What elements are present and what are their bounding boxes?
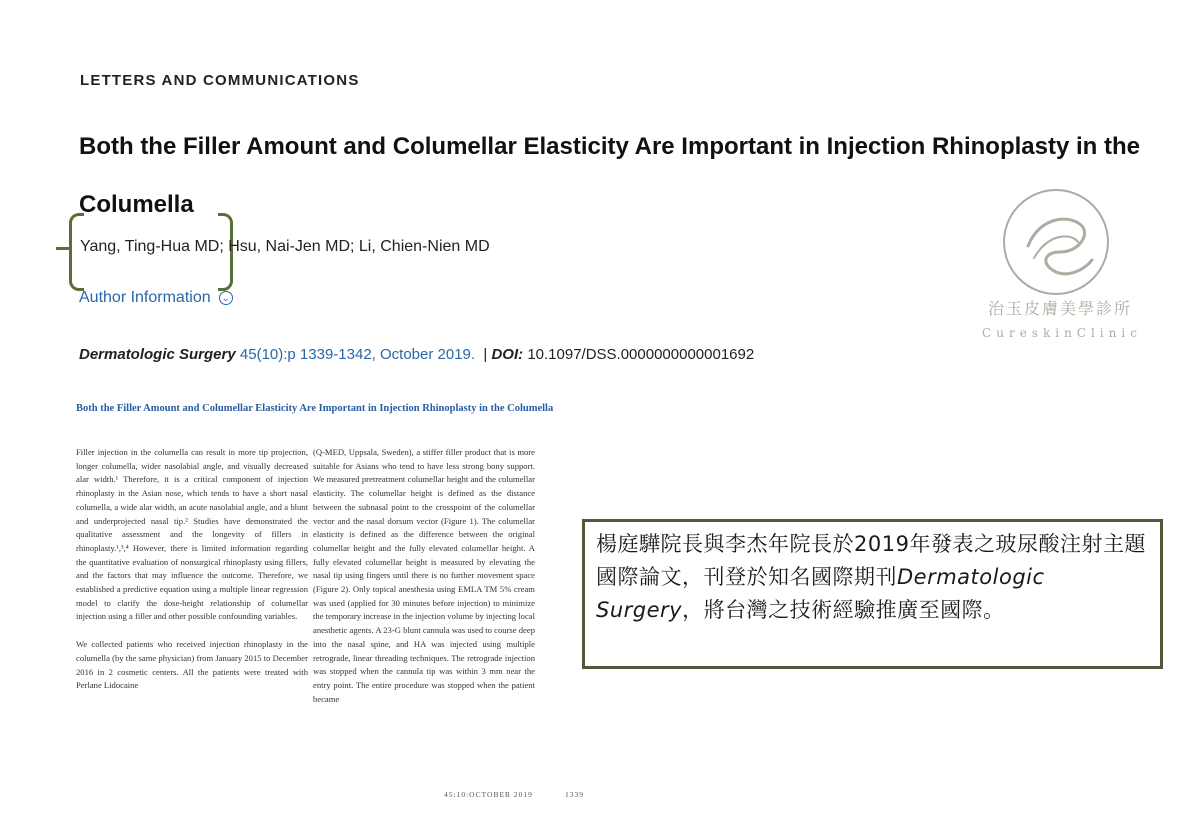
clinic-name-zh: 治玉皮膚美學診所: [987, 299, 1132, 318]
callout-text: [596, 528, 1152, 627]
scan-column-left: [76, 446, 308, 693]
citation-line: [79, 346, 754, 363]
scan-article-title: Both the Filler Amount and Columellar Elasticity Are Important in Injection Rhinoplasty in the Columella: [76, 403, 554, 414]
clinic-name-en: CureskinClinic: [982, 326, 1142, 340]
author-info-link[interactable]: [79, 289, 233, 307]
callout-text-part: 楊庭驊院長與李杰年院長於2019年發表之玻尿酸注射主題國際論文，刊登於知名國際期刊: [596, 532, 1146, 589]
callout-journal: Dermatologic Surgery: [596, 565, 1045, 622]
scan-paragraph: We collected patients who received injection rhinoplasty in the columella (by the same physician) from January 2015 to December 2016 in 2 cosmetic centers. All the patients were treated with Perlane Lidocaine: [76, 639, 308, 691]
scan-paragraph: (Q-MED, Uppsala, Sweden), a stiffer filler product that is more suitable for Asians who tend to have less strong bony support. We measured pretreatment columellar height and the columellar elasticity. The columellar height is defined as the distance between the subnasal point to the crosspoint of the columellar vector and the nasal dorsum vector (Figure 1). The columellar elasticity is defined as the difference between the original columellar height and the fully elevated columellar height. A fully elevated columellar height is measured by elevating the nasal tip using fingers until there is no further movement space (Figure 2). Only topical anesthesia using EMLA TM 5% cream was used (applied for 30 minutes before injection) to minimize the temporary increase in the injection volume by injecting local anesthetic agents. A 23-G blunt cannula was used to course deep into the nasal spine, and HA was injected using multiple retrograde, linear threading techniques. The retrograde injection was stopped when the cannula tip was within 3 mm near the entry point. The entire procedure was stopped when the patient became: [313, 447, 535, 704]
author-list: Yang, Ting-Hua MD; Hsu, Nai-Jen MD; Li, Chien-Nien MD: [80, 238, 490, 255]
callout-text-part: ，將台灣之技術經驗推廣至國際。: [682, 598, 1005, 622]
bracket-tick: [56, 247, 70, 250]
citation-separator: |: [479, 346, 492, 363]
chevron-down-icon[interactable]: ⌄: [219, 291, 233, 305]
article-title: Both the Filler Amount and Columellar Elasticity Are Important in Injection Rhinoplasty in the Columella: [79, 133, 1140, 218]
scan-footer-page: 1339: [565, 790, 584, 799]
scan-paragraph: Filler injection in the columella can result in more tip projection, longer columella, wider nasolabial angle, and visually decreased alar width.¹ Therefore, it is a critical component of injection rhinoplasty in the Asian nose, which tends to have a short nasal columella, a wide alar width, an acute nasolabial angle, and a blunt and underprojected nasal tip.² Studies have demonstrated the qualitative assessment and the longevity of fillers in rhinoplasty.¹,³,⁴ However, there is limited information regarding the quantitative evaluation of nonsurgical rhinoplasty using fillers, and the factors that may influence the outcome. Therefore, we established a predictive equation using a multiple linear regression model to clarify the dose-height relationship of columellar injection using a filler and other possible confounding variables.: [76, 447, 308, 622]
section-label: LETTERS AND COMMUNICATIONS: [80, 72, 360, 89]
scan-footer-issue: 45:10:OCTOBER 2019: [444, 790, 533, 799]
doi-value[interactable]: 10.1097/DSS.0000000000001692: [527, 346, 755, 363]
author-info-label[interactable]: Author Information: [79, 289, 211, 306]
journal-name: Dermatologic Surgery: [79, 346, 236, 363]
clinic-logo: [1000, 186, 1112, 298]
citation-link[interactable]: 45(10):p 1339-1342, October 2019.: [239, 346, 476, 363]
doi-label: DOI:: [491, 346, 524, 363]
scan-column-right: [313, 446, 535, 706]
